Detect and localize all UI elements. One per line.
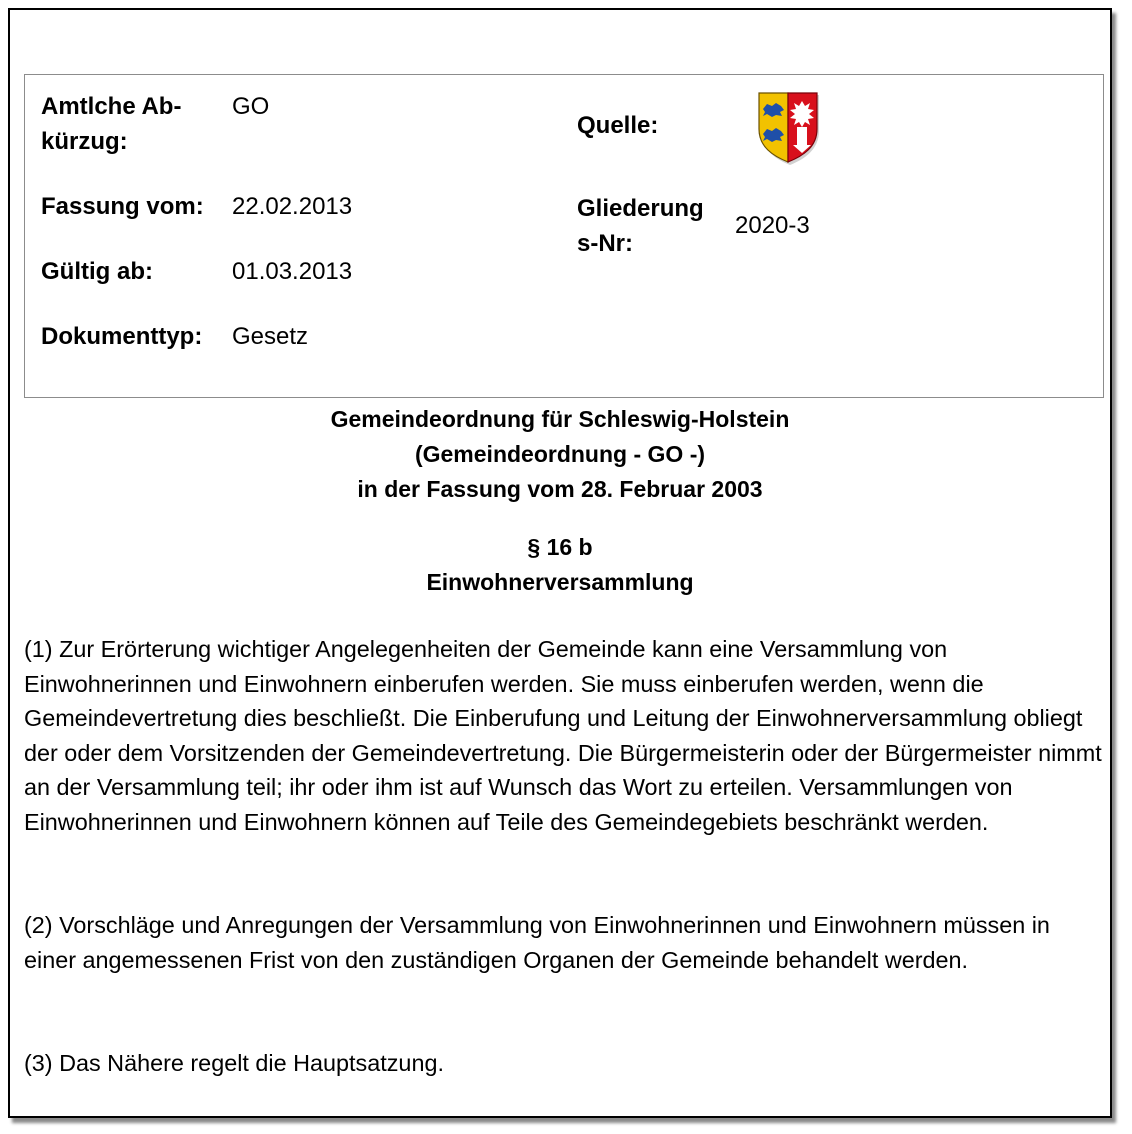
law-title bbox=[10, 402, 1110, 507]
document-type-value: Gesetz bbox=[232, 323, 309, 350]
classification-number-label: Gliederung s-Nr: bbox=[577, 195, 704, 257]
law-title-line-1: Gemeindeordnung für Schleswig-Holstein bbox=[330, 406, 790, 432]
abbreviation-label: Amtlche Ab- kürzug: bbox=[41, 93, 182, 155]
section-number: § 16 b bbox=[527, 534, 593, 560]
paragraph-2: (2) Vorschläge und Anregungen der Versammlung von Einwohnerinnen und Einwohnern müssen in einer angemessenen Frist von den zuständigen Organen der Gemeinde behandelt werden. bbox=[24, 912, 1050, 973]
abbreviation-value: GO bbox=[232, 93, 270, 120]
paragraph-3: (3) Das Nähere regelt die Hauptsatzung. bbox=[24, 1050, 444, 1076]
section-heading bbox=[10, 530, 1110, 600]
valid-from-label: Gültig ab: bbox=[41, 258, 153, 285]
schleswig-holstein-coat-of-arms-icon bbox=[753, 89, 823, 165]
source-label: Quelle: bbox=[577, 112, 659, 139]
law-title-line-3: in der Fassung vom 28. Februar 2003 bbox=[357, 476, 763, 502]
paragraph-1: (1) Zur Erörterung wichtiger Angelegenheiten der Gemeinde kann eine Versammlung von Einwohnerinnen und Einwohnern einberufen werden. Sie muss einberufen werden, wenn die Gemeindevertretung dies beschließt. Die Einberufung und Leitung der Einwohnerversammlung obliegt der oder dem Vorsitzenden der Gemeindevertretung. Die Bürgermeisterin oder der Bürgermeister nimmt an der Versammlung teil; ihr oder ihm ist auf Wunsch das Wort zu erteilen. Versammlungen von Einwohnerinnen und Einwohnern können auf Teile des Gemeindegebiets beschränkt werden. bbox=[24, 636, 1102, 835]
version-date-value: 22.02.2013 bbox=[232, 193, 353, 220]
section-title: Einwohnerversammlung bbox=[426, 569, 694, 595]
document-type-label: Dokumenttyp: bbox=[41, 323, 203, 350]
law-title-line-2: (Gemeindeordnung - GO -) bbox=[414, 441, 706, 467]
version-date-label: Fassung vom: bbox=[41, 193, 204, 220]
valid-from-value: 01.03.2013 bbox=[232, 258, 353, 285]
document-page bbox=[8, 8, 1112, 1118]
classification-number-value: 2020-3 bbox=[735, 212, 810, 239]
metadata-box bbox=[24, 74, 1104, 398]
